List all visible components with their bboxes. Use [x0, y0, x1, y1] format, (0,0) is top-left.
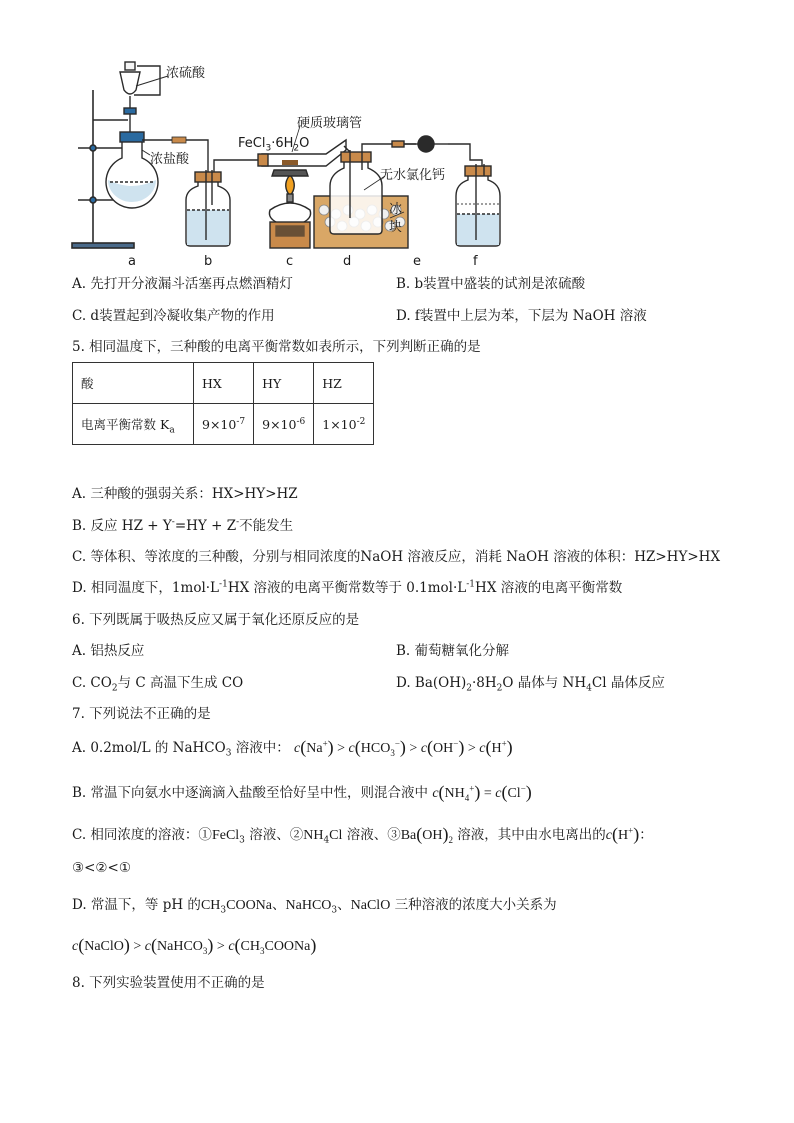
q7-b-expression: $c(NH_4^+) = c(Cl^-)$: [432, 782, 532, 803]
table-header-row: [73, 363, 374, 404]
q4-option-a: A. 先打开分液漏斗活塞再点燃酒精灯: [72, 276, 293, 292]
gas-washing-bottle-b: [186, 170, 230, 246]
q5-option-d: D. 相同温度下，$1mol\cdot L^{-1}HX$ 溶液的电离平衡常数等于 $0.1mol\cdot L^{-1}HX$ 溶液的电离平衡常数: [72, 579, 623, 596]
device-letter-f: f: [473, 254, 478, 269]
table-cell-hy: $9\times 10^{-6}$: [254, 404, 314, 445]
table-cell-hx: $9\times 10^{-7}$: [194, 404, 254, 445]
q7-stem: 7. 下列说法不正确的是: [72, 706, 211, 722]
label-hard-glass-tube: 硬质玻璃管: [297, 116, 363, 131]
separatory-funnel: [120, 62, 140, 132]
absorption-bottle-f: [456, 164, 500, 246]
label-fecl3: $FeCl_3\cdot 6H_2O$: [238, 136, 310, 154]
q6-option-b: B. 葡萄糖氧化分解: [396, 643, 510, 659]
device-letter-a: a: [128, 254, 136, 269]
q5-option-b: B. 反应 HZ + Y-=HY + Z-不能发生: [72, 517, 294, 534]
label-ice-block-2: 块: [389, 220, 403, 235]
label-ice-block-1: 冰: [389, 202, 403, 217]
table-header-cell: HZ: [314, 363, 374, 404]
label-conc-hcl: 浓盐酸: [150, 152, 190, 167]
q4-option-c: C. d装置起到冷凝收集产物的作用: [72, 308, 275, 324]
q7-option-d-expression: c(NaClO) > c(NaHCO$_3$) > $c(CH_3COONa)$: [72, 935, 317, 956]
label-conc-h2so4: 浓硫酸: [166, 66, 206, 81]
q7-option-b: B. 常温下向氨水中逐滴滴入盐酸至恰好呈中性，则混合液中 $c(NH_4^+) = c(Cl^-)$: [72, 782, 532, 803]
q6-option-d: D. $Ba(OH)_2\cdot 8H_2O$ 晶体与 $NH_4Cl$ 晶体反应: [396, 675, 665, 694]
q4-option-d: D. f装置中上层为苯，下层为 NaOH 溶液: [396, 308, 647, 324]
device-letter-b: b: [204, 254, 213, 269]
table-row: [73, 404, 374, 445]
table-cell-hz: $1\times 10^{-2}$: [314, 404, 374, 445]
q5-option-c: C. 等体积、等浓度的三种酸，分别与相同浓度的NaOH 溶液反应，消耗 NaOH 溶液的体积：HZ>HY>HX: [72, 549, 721, 565]
alcohol-lamp-c: [269, 170, 310, 248]
q5-option-a: A. 三种酸的强弱关系：HX>HY>HZ: [72, 486, 298, 502]
table-header-cell: HX: [194, 363, 254, 404]
round-bottom-flask: [106, 132, 158, 208]
drying-tube-e: [392, 136, 448, 152]
q5-acid-table: [72, 362, 374, 445]
device-letter-c: c: [286, 254, 294, 269]
q4-option-b: B. b装置中盛装的试剂是浓硫酸: [396, 276, 586, 292]
table-header-cell: 酸: [73, 363, 194, 404]
q6-option-a: A. 铝热反应: [72, 643, 145, 659]
q5-stem: 5. 相同温度下，三种酸的电离平衡常数如表所示，下列判断正确的是: [72, 339, 481, 355]
q6-stem: 6. 下列既属于吸热反应又属于氧化还原反应的是: [72, 612, 360, 628]
table-row-label: 电离平衡常数 $K_a$: [73, 404, 194, 445]
label-anhydrous-cacl2: 无水氯化钙: [380, 168, 446, 183]
q7-option-c: C. 相同浓度的溶液：①FeCl$_3$ 溶液、$②NH_4Cl$ 溶液、$③Ba(OH)_2$ 溶液，其中由水电离出的c(H+)：: [72, 824, 653, 846]
device-letter-d: d: [343, 254, 352, 269]
q7-a-expression: $c(Na^+) > c(HCO_3^-) > c(OH^-) > c(H^+)$: [294, 737, 513, 758]
q7-option-a: A. 0.2mol/L 的 NaHCO$_3$ 溶液中： $c(Na^+) > c(HCO_3^-) > c(OH^-) > c(H^+)$: [72, 737, 513, 759]
q8-stem: 8. 下列实验装置使用不正确的是: [72, 975, 265, 991]
q7-option-d: D. 常温下，等 pH 的$CH_3COONa$、NaHCO$_3$、NaClO 三种溶液的浓度大小关系为: [72, 897, 557, 916]
q6-option-c: C. $CO_2$与 C 高温下生成 CO: [72, 675, 244, 694]
device-letter-e: e: [413, 254, 421, 269]
table-header-cell: HY: [254, 363, 314, 404]
q7-option-c-order: ③<②<①: [72, 860, 131, 876]
